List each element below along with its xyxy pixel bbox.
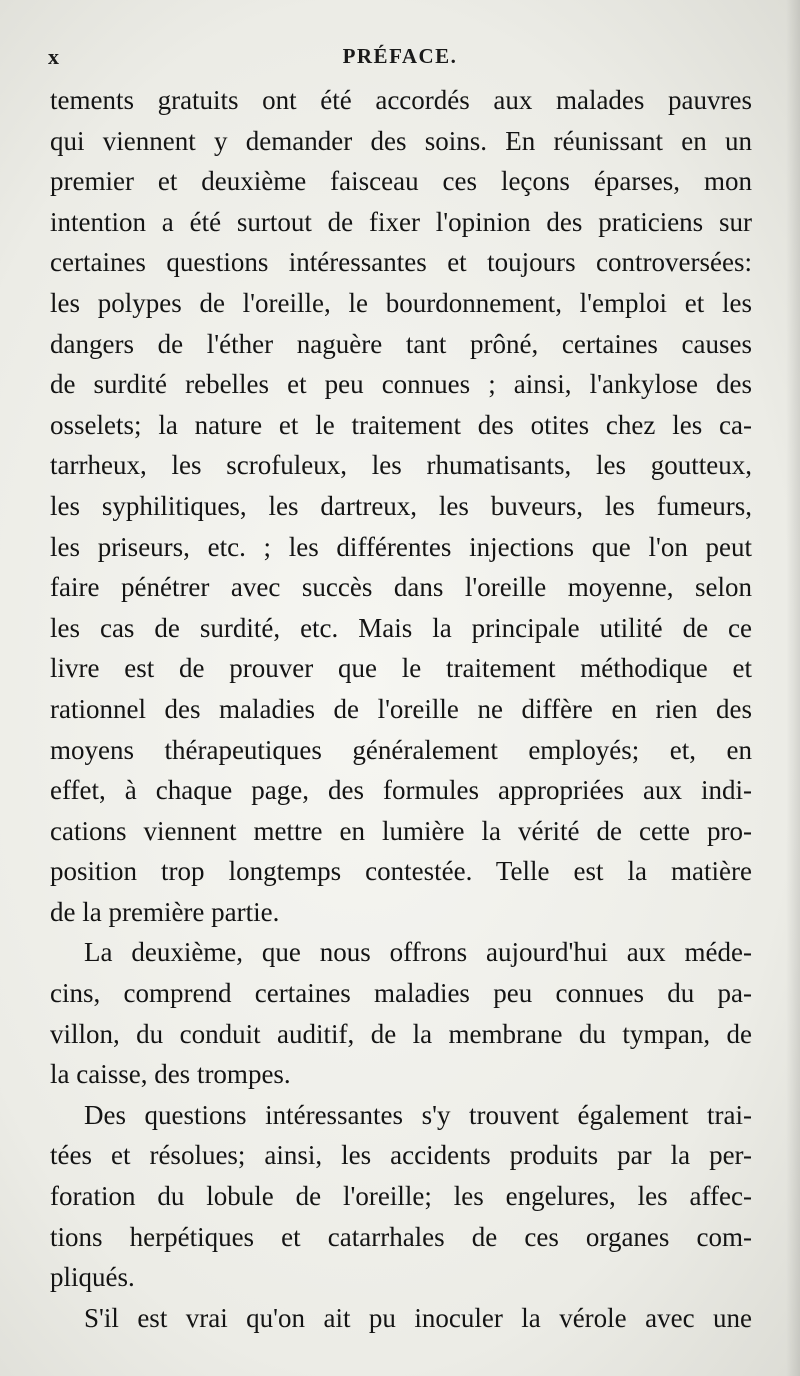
text-line: qui viennent y demander des soins. En réunissant en un [50, 125, 752, 156]
text-line: Des questions intéressantes s'y trouvent également trai- [84, 1099, 752, 1130]
text-line: cins, comprend certaines maladies peu connues du pa- [50, 978, 752, 1009]
text-line: les syphilitiques, les dartreux, les buveurs, les fumeurs, [50, 490, 752, 521]
text-line: S'il est vrai qu'on ait pu inoculer la vérole avec une [84, 1302, 752, 1333]
text-line: effet, à chaque page, des formules appropriées aux indi- [50, 775, 752, 806]
text-line: intention a été surtout de fixer l'opinion des praticiens sur [50, 206, 752, 237]
text-line: tions herpétiques et catarrhales de ces organes com- [50, 1221, 752, 1252]
text-line: les cas de surdité, etc. Mais la principale utilité de ce [50, 612, 752, 643]
text-line: premier et deuxième faisceau ces leçons éparses, mon [50, 166, 752, 197]
text-line: tarrheux, les scrofuleux, les rhumatisants, les goutteux, [50, 450, 752, 481]
text-line: de surdité rebelles et peu connues ; ainsi, l'ankylose des [50, 369, 752, 400]
text-line: villon, du conduit auditif, de la membrane du tympan, de [50, 1018, 752, 1049]
text-line: pliqués. [50, 1262, 135, 1293]
text-line: faire pénétrer avec succès dans l'oreille moyenne, selon [50, 572, 752, 603]
page-edge-shadow [786, 0, 800, 1376]
body-text [50, 80, 752, 1338]
running-title: PRÉFACE. [342, 44, 458, 68]
page-number: x [48, 44, 60, 69]
text-line: La deuxième, que nous offrons aujourd'hui aux méde- [84, 937, 752, 968]
text-line: dangers de l'éther naguère tant prôné, certaines causes [50, 328, 752, 359]
text-line: les priseurs, etc. ; les différentes injections que l'on peut [50, 531, 752, 562]
paragraph [50, 932, 752, 1094]
text-line: moyens thérapeutiques généralement employés; et, en [50, 734, 752, 765]
text-line: foration du lobule de l'oreille; les engelures, les affec- [50, 1181, 752, 1212]
text-line: tements gratuits ont été accordés aux malades pauvres [50, 85, 752, 115]
text-line: osselets; la nature et le traitement des otites chez les ca- [50, 409, 752, 440]
text-line: position trop longtemps contestée. Telle est la matière [50, 856, 752, 887]
text-line: certaines questions intéressantes et toujours controversées: [50, 247, 752, 278]
paragraph [50, 1095, 752, 1298]
paragraph [50, 1298, 752, 1339]
text-line: tées et résolues; ainsi, les accidents produits par la per- [50, 1140, 752, 1171]
text-line: cations viennent mettre en lumière la vérité de cette pro- [50, 815, 752, 846]
page-header [48, 44, 752, 74]
text-line: livre est de prouver que le traitement méthodique et [50, 653, 752, 684]
text-line: la caisse, des trompes. [50, 1059, 291, 1090]
text-line: de la première partie. [50, 896, 280, 927]
paragraph [50, 80, 752, 932]
text-line: les polypes de l'oreille, le bourdonnement, l'emploi et les [50, 287, 752, 318]
text-line: rationnel des maladies de l'oreille ne diffère en rien des [50, 693, 752, 724]
